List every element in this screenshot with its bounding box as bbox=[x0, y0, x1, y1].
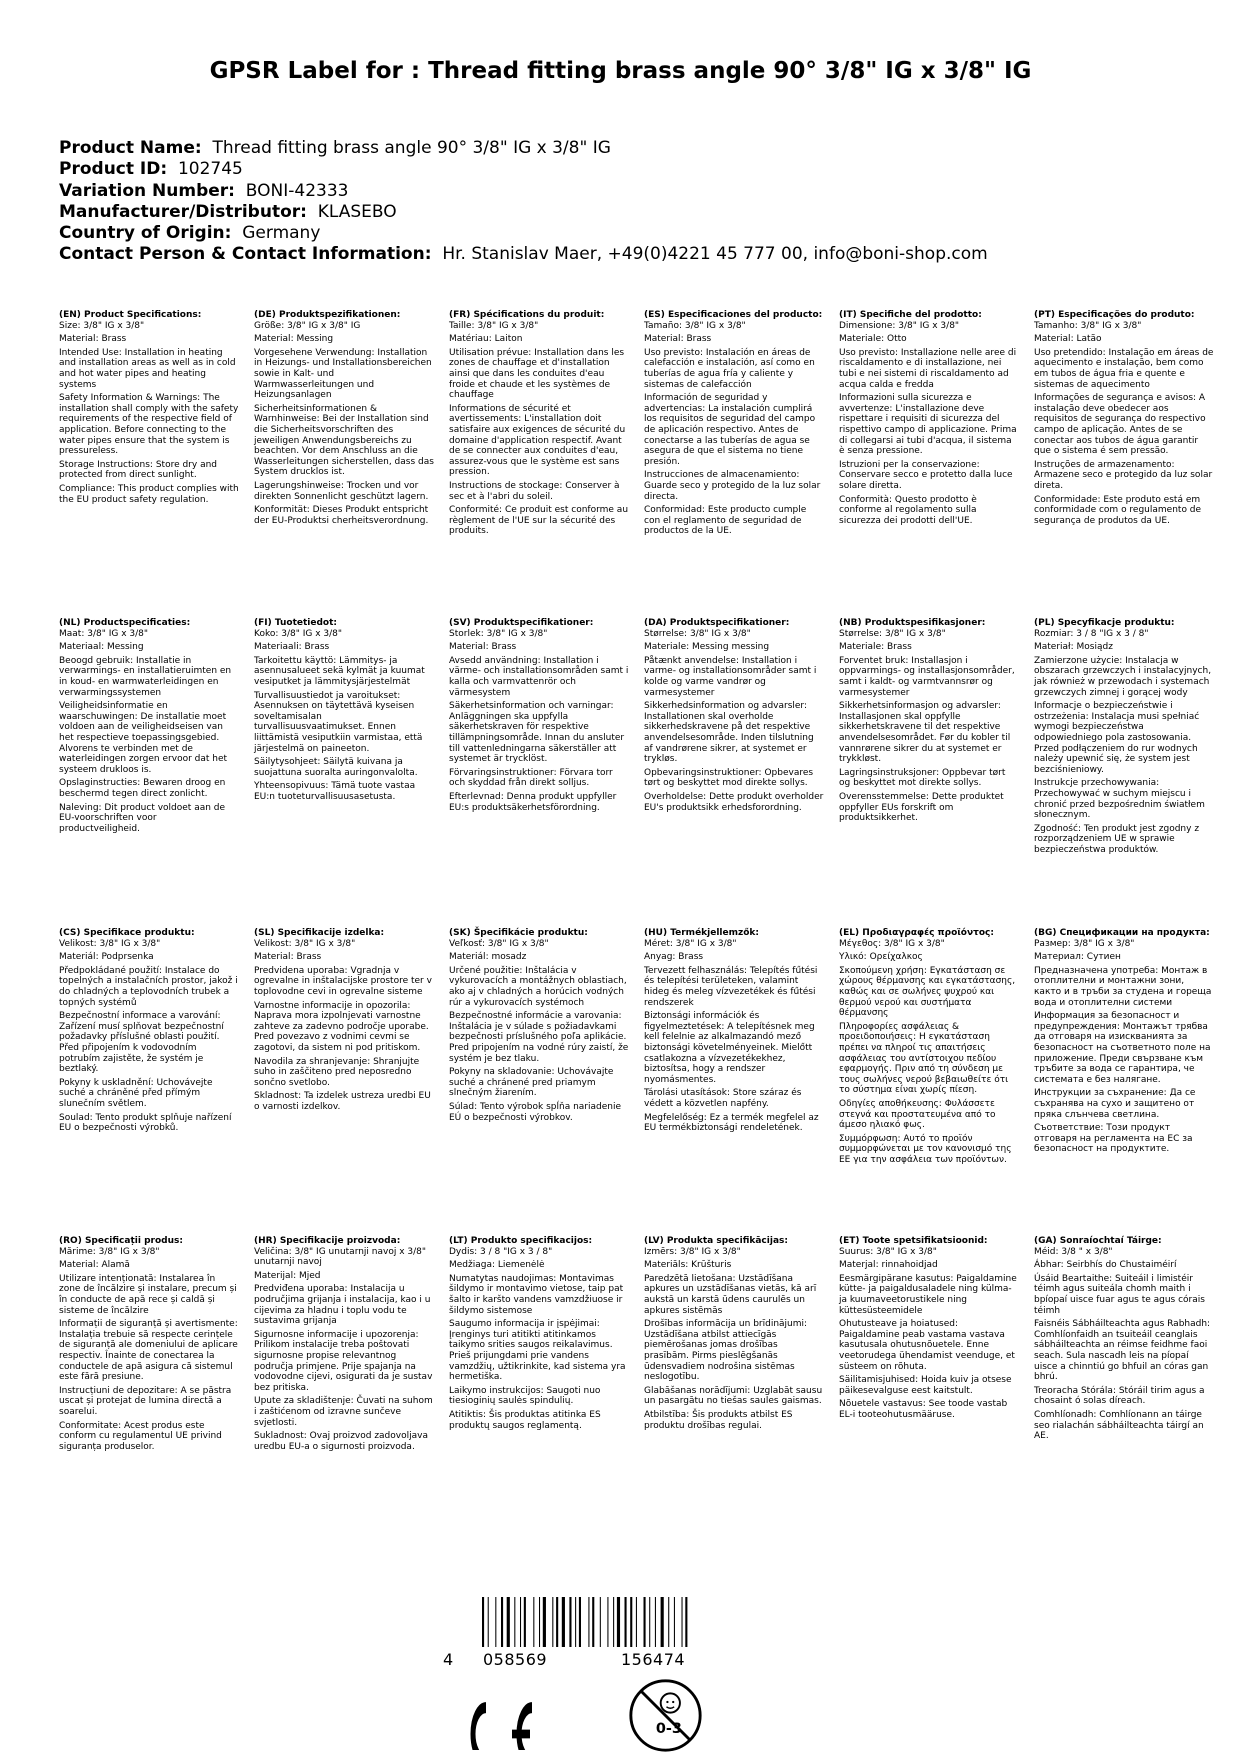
spec-heading: (CS) Specifikace produktu: bbox=[59, 928, 195, 938]
spec-heading: (RO) Specificații produs: bbox=[59, 1236, 183, 1246]
info-value: Germany bbox=[242, 223, 321, 244]
spec-line: Soulad: Tento produkt splňuje nařízení EU o bezpečnosti výrobků. bbox=[59, 1112, 232, 1134]
spec-line: Dydis: 3 / 8 "IG x 3 / 8" bbox=[449, 1246, 553, 1257]
spec-line: Material: Alamă bbox=[59, 1260, 130, 1271]
spec-line: Forventet bruk: Installasjon i oppvarmings- og installasjonsområder, samt i kaldt- og varmtvannsrør og varmesystemer bbox=[839, 655, 1015, 698]
spec-line: Material: Brass bbox=[449, 642, 517, 653]
info-row-product-id bbox=[59, 159, 988, 180]
spec-line: Určené použitie: Inštalácia v vykurovacích a montážnych oblastiach, ako aj v chladných a horúcich vodných rúr a vykurovacích systémoch bbox=[449, 965, 627, 1008]
info-label: Contact Person & Contact Information: bbox=[59, 244, 432, 265]
spec-block-hu bbox=[644, 928, 824, 1137]
spec-line: Mărime: 3/8" IG x 3/8" bbox=[59, 1246, 160, 1257]
spec-line: Velikost: 3/8" IG x 3/8" bbox=[59, 938, 161, 949]
spec-line: Materijal: Mjed bbox=[254, 1270, 321, 1281]
spec-line: Informations de sécurité et avertissements: L'installation doit satisfaire aux exigences de sécurité du domaine d'application respectif. Avant de se connecter aux conduites d'eau, assurez-vous que le système est sans pression. bbox=[449, 403, 626, 478]
spec-line: Conformidad: Este producto cumple con el reglamento de seguridad de productos de la UE. bbox=[644, 505, 807, 537]
spec-line: Predviđena uporaba: Instalacija u područjima grijanja i instalacija, kao i u cijevima za hladnu i toplu vodu te sustavima grijanja bbox=[254, 1284, 431, 1327]
spec-heading: (EL) Προδιαγραφές προϊόντος: bbox=[839, 928, 994, 938]
spec-line: Upute za skladištenje: Čuvati na suhom i zaštićenom od izravne sunčeve svjetlosti. bbox=[254, 1396, 433, 1428]
spec-line: Συμμόρφωση: Αυτό το προϊόν συμμορφώνεται με τον κανονισμό της ΕΕ για την ασφάλεια των προϊόντων. bbox=[839, 1133, 1012, 1165]
info-label: Product Name: bbox=[59, 138, 202, 158]
spec-line: Taille: 3/8" IG x 3/8" bbox=[449, 320, 539, 331]
spec-line: Größe: 3/8" IG x 3/8" IG bbox=[254, 320, 361, 331]
spec-line: Informacje o bezpieczeństwie i ostrzeżenia: Instalacja musi spełniać wymogi bezpieczeństwa odpowiedniego pola zastosowania. Przed podłączeniem do rur wodnych należy upewnić się, że system jest bezciśnieniowy. bbox=[1034, 701, 1200, 775]
spec-line: Utilizare intenționată: Instalarea în zone de încălzire și instalare, precum și în conducte de apă rece și caldă și sisteme de încălzire bbox=[59, 1273, 237, 1316]
spec-line: Lagringsinstruksjoner: Oppbevar tørt og beskyttet mot direkte sollys. bbox=[839, 767, 1006, 789]
spec-line: Biztonsági információk és figyelmeztetések: A telepítésnek meg kell felelnie az alkalmazandó mező biztonsági követelményeinek. Mielőtt csatlakozna a vízvezetékekhez, biztosítsa, hogy a rendszer nyomásmentes. bbox=[644, 1011, 815, 1085]
spec-block-ga bbox=[1034, 1236, 1214, 1445]
spec-heading: (HU) Termékjellemzők: bbox=[644, 928, 760, 938]
spec-block-el bbox=[839, 928, 1019, 1168]
spec-line: Tarkoitettu käyttö: Lämmitys- ja asennusalueet sekä kylmät ja kuumat vesiputket ja lämmitysjärjestelmät bbox=[254, 655, 425, 687]
spec-line: Uso previsto: Installazione nelle aree di riscaldamento e di installazione, nei tubi e nei sistemi di riscaldamento ad acqua calda e fredda bbox=[839, 347, 1017, 390]
spec-line: Størrelse: 3/8" IG x 3/8" bbox=[839, 628, 946, 639]
spec-block-lv bbox=[644, 1236, 824, 1434]
spec-line: Storage Instructions: Store dry and protected from direct sunlight. bbox=[59, 459, 218, 481]
spec-line: Uso previsto: Instalación en áreas de calefacción e instalación, así como en tuberías de agua fría y caliente y sistemas de calefacción bbox=[644, 347, 815, 390]
spec-line: Materiaal: Messing bbox=[59, 642, 144, 653]
ce-mark-icon bbox=[454, 1682, 539, 1750]
spec-block-it bbox=[839, 310, 1019, 529]
spec-heading: (LV) Produkta specifikācijas: bbox=[644, 1236, 788, 1246]
spec-line: Faisnéis Sábháilteachta agus Rabhadh: Comhlíonfaidh an tsuiteáil ceanglais sábháilteachta an réimse feidhme faoi seach. Sula nascadh leis na píopaí uisce a chinntiú go bhfuil an córas gan bhrú. bbox=[1034, 1319, 1211, 1383]
spec-heading: (SV) Produktspecifikationer: bbox=[449, 618, 594, 628]
spec-block-es bbox=[644, 310, 824, 540]
spec-line: Glabāšanas norādījumi: Uzglabāt sausu un pasargātu no tiešas saules gaismas. bbox=[644, 1385, 823, 1407]
spec-line: Istruzioni per la conservazione: Conservare secco e protetto dalla luce solare diretta. bbox=[839, 459, 1013, 491]
spec-block-pl bbox=[1034, 618, 1214, 858]
spec-line: Размер: 3/8" IG x 3/8" bbox=[1034, 938, 1135, 949]
spec-line: Saugumo informacija ir įspėjimai: Įrenginys turi atitikti atitinkamos taikymo srities saugos reikalavimus. Prieš prijungdami prie vandens vamzdžių, užtikrinkite, kad sistema yra hermetiška. bbox=[449, 1319, 626, 1383]
spec-line: Οδηγίες αποθήκευσης: Φυλάσσετε στεγνά και προστατευμένα από το άμεσο ηλιακό φως. bbox=[839, 1098, 996, 1131]
spec-line: Conformità: Questo prodotto è conforme al regolamento sulla sicurezza dei prodotti dell'UE. bbox=[839, 494, 977, 526]
spec-line: Konformität: Dieses Produkt entspricht der EU-Produktsi cherheitsverordnung. bbox=[254, 505, 429, 526]
spec-line: Säilytysohjeet: Säilytä kuivana ja suojattuna suoralta auringonvalolta. bbox=[254, 757, 418, 778]
spec-line: Veličina: 3/8" IG unutarnji navoj x 3/8" unutarnji navoj bbox=[254, 1246, 427, 1268]
spec-heading: (NB) Produktspesifikasjoner: bbox=[839, 618, 986, 628]
spec-line: Dimensione: 3/8" IG x 3/8" bbox=[839, 320, 960, 331]
spec-line: Laikymo instrukcijos: Saugoti nuo tiesioginių saulės spindulių. bbox=[449, 1385, 601, 1407]
info-label: Product ID: bbox=[59, 159, 168, 180]
spec-line: Rozmiar: 3 / 8 "IG x 3 / 8" bbox=[1034, 628, 1149, 639]
spec-heading: (LT) Produkto specifikacijos: bbox=[449, 1236, 593, 1246]
spec-line: Size: 3/8" IG x 3/8" bbox=[59, 320, 145, 331]
spec-line: Veľkosť: 3/8" IG x 3/8" bbox=[449, 938, 549, 949]
spec-line: Zamierzone użycie: Instalacja w obszarach grzewczych i instalacyjnych, jak również w przewodach i systemach grzewczych zimnej i gorącej wody bbox=[1034, 655, 1212, 698]
spec-line: Instrucciones de almacenamiento: Guarde seco y protegido de la luz solar directa. bbox=[644, 470, 821, 502]
spec-line: Informații de siguranță și avertismente: Instalația trebuie să respecte cerințele de siguranță ale domeniului de aplicare respectiv. Înainte de conectarea la conductele de apă asigura că sistemul este fără presiune. bbox=[59, 1319, 238, 1383]
spec-line: Intended Use: Installation in heating and installation areas as well as in cold and hot water pipes and heating systems bbox=[59, 347, 236, 390]
spec-line: Materiaali: Brass bbox=[254, 642, 330, 653]
spec-block-de bbox=[254, 310, 434, 529]
spec-line: Conformidade: Este produto está em conformidade com o regulamento de segurança de produtos da UE. bbox=[1034, 494, 1202, 526]
spec-heading: (PT) Especificações do produto: bbox=[1034, 310, 1195, 320]
barcode-digits-mid: 058569 bbox=[483, 1650, 548, 1669]
spec-line: Säkerhetsinformation och varningar: Anläggningen ska uppfylla säkerhetskraven för respektive tillämpningsområde. Innan du ansluter till vattenledningarna säkerställer att systemet är trycklöst. bbox=[449, 701, 625, 765]
spec-block-hr bbox=[254, 1236, 434, 1455]
spec-line: Suurus: 3/8" IG x 3/8" bbox=[839, 1246, 937, 1257]
info-label: Variation Number: bbox=[59, 180, 235, 201]
spec-line: Sigurnosne informacije i upozorenja: Prilikom instalacije treba poštovati sigurnosne propise relevantnog područja primjene. Prije spajanja na vodovodne cijevi, osigurati da je sustav bez pritiska. bbox=[254, 1329, 433, 1393]
spec-line: Anyag: Brass bbox=[644, 952, 704, 963]
spec-line: Předpokládané použití: Instalace do topelných a instalačních prostor, jakož i do chladných a teplovodních trubek a topných systémů bbox=[59, 965, 238, 1008]
spec-block-sk bbox=[449, 928, 629, 1126]
spec-line: Atbilstība: Šis produkts atbilst ES produktu drošības regulai. bbox=[644, 1409, 793, 1431]
spec-line: Overholdelse: Dette produkt overholder EU's produktsikk erhedsforordning. bbox=[644, 791, 824, 813]
spec-block-fi bbox=[254, 618, 434, 806]
barcode bbox=[480, 1597, 746, 1647]
spec-heading: (ES) Especificaciones del producto: bbox=[644, 310, 823, 320]
spec-line: Materiał: Mosiądz bbox=[1034, 642, 1113, 653]
spec-line: Pokyny na skladovanie: Uchovávajte suché a chránené pred priamym slnečným žiarením. bbox=[449, 1067, 614, 1099]
spec-line: Conformitate: Acest produs este conform cu regulamentul UE privind siguranța produselor. bbox=[59, 1420, 222, 1452]
spec-line: Turvallisuustiedot ja varoitukset: Asennuksen on täytettävä kyseisen soveltamisalan turvallisuusvaatimukset. Ennen liittämistä vesiputkiin varmistaa, että järjestelmä on paineeton. bbox=[254, 690, 423, 754]
spec-line: Instrukcje przechowywania: Przechowywać w suchym miejscu i chronić przed bezpośrednim światłem słonecznym. bbox=[1034, 778, 1205, 821]
info-label: Manufacturer/Distributor: bbox=[59, 201, 307, 222]
spec-line: Materiāls: Krūšturis bbox=[644, 1260, 732, 1271]
spec-line: Numatytas naudojimas: Montavimas šildymo ir montavimo vietose, taip pat šalto ir karšto vandens vamzdžiuose ir šildymo sistemose bbox=[449, 1273, 624, 1316]
spec-line: Navodila za shranjevanje: Shranjujte suho in zaščiteno pred neposredno sončno svetlobo. bbox=[254, 1056, 420, 1088]
spec-line: Súlad: Tento výrobok spĺňa nariadenie EÚ o bezpečnosti výrobkov. bbox=[449, 1101, 622, 1123]
spec-line: Matériau: Laiton bbox=[449, 334, 523, 345]
spec-line: Treoracha Stórála: Stóráil tirim agus a chosaint ó solas díreach. bbox=[1034, 1385, 1205, 1407]
spec-line: Σκοπούμενη χρήση: Εγκατάσταση σε χώρους θέρμανσης και εγκατάστασης, καθώς και σε σωλήνες ψυχρού και θερμού νερού και συστήματα θέρμανσης bbox=[839, 965, 1016, 1019]
info-value: 102745 bbox=[177, 159, 243, 180]
spec-line: Tamanho: 3/8" IG x 3/8" bbox=[1034, 320, 1142, 331]
spec-line: Tamaño: 3/8" IG x 3/8" bbox=[644, 320, 746, 331]
spec-line: Eesmärgipärane kasutus: Paigaldamine kütte- ja paigaldusaladele ning külma- ja kuumaveetorustikele ning küttesüsteemidele bbox=[839, 1273, 1017, 1316]
spec-line: Naleving: Dit product voldoet aan de EU-voorschriften voor productveiligheid. bbox=[59, 802, 226, 834]
spec-heading: (GA) Sonraíochtaí Táirge: bbox=[1034, 1236, 1162, 1246]
spec-block-nl bbox=[59, 618, 239, 837]
spec-line: Paredzētā lietošana: Uzstādīšana apkures un uzstādīšanas vietās, kā arī aukstā un karstā ūdens caurulēs un apkures sistēmās bbox=[644, 1273, 817, 1316]
spec-heading: (HR) Specifikacije proizvoda: bbox=[254, 1236, 401, 1246]
spec-line: Μέγεθος: 3/8" IG x 3/8" bbox=[839, 938, 945, 949]
spec-heading: (NL) Productspecificaties: bbox=[59, 618, 191, 628]
info-row-variation-number bbox=[59, 181, 988, 202]
spec-line: Tervezett felhasználás: Telepítés fűtési és telepítési területeken, valamint hideg és meleg vízvezetékek és fűtési rendszerek bbox=[644, 965, 818, 1008]
spec-block-fr bbox=[449, 310, 629, 540]
spec-line: Megfelelőség: Ez a termék megfelel az EU termékbiztonsági rendeletének. bbox=[644, 1112, 819, 1134]
spec-line: Pokyny k uskladnění: Uchovávejte suché a chráněné před přímým slunečním světlem. bbox=[59, 1077, 213, 1109]
spec-line: Materjal: rinnahoidjad bbox=[839, 1260, 938, 1271]
spec-block-lt bbox=[449, 1236, 629, 1434]
info-value: Thread fitting brass angle 90° 3/8" IG x 3/8" IG bbox=[212, 138, 611, 158]
spec-block-nb bbox=[839, 618, 1019, 827]
spec-block-pt bbox=[1034, 310, 1214, 529]
spec-heading: (SK) Špecifikácie produktu: bbox=[449, 928, 588, 938]
spec-heading: (SL) Specifikacije izdelka: bbox=[254, 928, 385, 938]
page-title: GPSR Label for : Thread fitting brass angle 90° 3/8" IG x 3/8" IG bbox=[209, 58, 1032, 84]
spec-line: Sukladnost: Ovaj proizvod zadovoljava uredbu EU-a o sigurnosti proizvoda. bbox=[254, 1431, 428, 1452]
spec-line: Съответствие: Този продукт отговаря на регламента на ЕС за безопасност на продуктите. bbox=[1034, 1123, 1193, 1155]
spec-heading: (DE) Produktspezifikationen: bbox=[254, 310, 401, 320]
spec-line: Nõuetele vastavus: See toode vastab EL-i tooteohutusmääruse. bbox=[839, 1399, 1008, 1420]
spec-line: Predvidena uporaba: Vgradnja v ogrevalne in inštalacijske prostore ter v toplovodne cevi in ogrevalne sisteme bbox=[254, 965, 432, 997]
spec-line: Compliance: This product complies with the EU product safety regulation. bbox=[59, 483, 239, 505]
spec-line: Инструкции за съхранение: Да се съхранява на сухо и защитено от пряка слънчева светлина. bbox=[1034, 1088, 1196, 1120]
spec-block-et bbox=[839, 1236, 1019, 1424]
spec-line: Avsedd användning: Installation i värme- och installationsområden samt i kalla och varmvattenrör och värmesystem bbox=[449, 655, 629, 698]
spec-heading: (IT) Specifiche del prodotto: bbox=[839, 310, 982, 320]
spec-line: Förvaringsinstruktioner: Förvara torr och skyddad från direkt solljus. bbox=[449, 767, 613, 789]
spec-line: Material: Messing bbox=[254, 334, 334, 345]
spec-block-ro bbox=[59, 1236, 239, 1455]
spec-line: Méid: 3/8 " x 3/8" bbox=[1034, 1246, 1113, 1257]
barcode-digit-left: 4 bbox=[443, 1650, 454, 1669]
spec-line: Skladnost: Ta izdelek ustreza uredbi EU o varnosti izdelkov. bbox=[254, 1091, 431, 1112]
spec-line: Sikkerhetsinformasjon og advarsler: Installasjonen skal oppfylle sikkerhetskravene til det respektive anvendelsesområdet. Før du kobler til vannrørene sikrer du at systemet er trykkløst. bbox=[839, 701, 1011, 765]
spec-line: Material: Brass bbox=[644, 334, 712, 345]
spec-line: Sikkerhedsinformation og advarsler: Installationen skal overholde sikkerhedskravene på det respektive anvendelsesområde. Inden tilslutning af vandrørene sikrer, at systemet er trykløs. bbox=[644, 701, 814, 765]
spec-line: Lagerungshinweise: Trocken und vor direkten Sonnenlicht geschützt lagern. bbox=[254, 480, 429, 502]
spec-line: Tárolási utasítások: Store száraz és védett a közvetlen napfény. bbox=[644, 1088, 802, 1109]
spec-line: Safety Information & Warnings: The installation shall comply with the safety requirements of the respective field of application. Before connecting to the water pipes ensure that the system is pressureless. bbox=[59, 393, 239, 457]
spec-line: Πληροφορίες ασφάλειας & προειδοποιήσεις: Η εγκατάσταση πρέπει να πληροί τις απαιτήσεις ασφάλειας του αντίστοιχου πεδίου εφαρμογής. Πριν από τη σύνδεση με τους σωλήνες νερού βεβαιωθείτε ότι το σύστημα είναι χωρίς πίεση. bbox=[839, 1021, 1009, 1096]
svg-text:0-3: 0-3 bbox=[655, 1720, 682, 1737]
spec-block-da bbox=[644, 618, 824, 816]
not-for-children-0-3-icon bbox=[627, 1677, 704, 1754]
spec-line: Informações de segurança e avisos: A instalação deve obedecer aos requisitos de segurança do respectivo campo de aplicação. Antes de se conectar aos tubos de água garantir que o sistema é sem pressão. bbox=[1034, 393, 1206, 457]
spec-line: Úsáid Beartaithe: Suiteáil i limistéir téimh agus suiteála chomh maith i bpíopaí uisce fuar agus te agus córais téimh bbox=[1034, 1273, 1205, 1316]
spec-line: Instrucțiuni de depozitare: A se păstra uscat și protejat de lumina directă a soarelui. bbox=[59, 1385, 232, 1417]
spec-heading: (PL) Specyfikacje produktu: bbox=[1034, 618, 1175, 628]
spec-block-bg bbox=[1034, 928, 1214, 1158]
spec-heading: (DA) Produktspecifikationer: bbox=[644, 618, 790, 628]
spec-line: Velikost: 3/8" IG x 3/8" bbox=[254, 938, 356, 949]
spec-line: Beoogd gebruik: Installatie in verwarmings- en installatieruimten en in koud- en warmwaterleidingen en verwarmingssystemen bbox=[59, 655, 232, 698]
spec-heading: (FR) Spécifications du produit: bbox=[449, 310, 605, 320]
spec-block-cs bbox=[59, 928, 239, 1137]
spec-line: Materiale: Otto bbox=[839, 334, 907, 345]
spec-line: Opslaginstructies: Bewaren droog en beschermd tegen direct zonlicht. bbox=[59, 778, 226, 799]
spec-line: Material: Latão bbox=[1034, 334, 1102, 345]
spec-line: Bezpečnostní informace a varování: Zařízení musí splňovat bezpečnostní požadavky příslušné oblasti použití. Před připojením k vodovodním potrubím zajistěte, že systém je beztlaký. bbox=[59, 1011, 224, 1075]
info-row-product-name bbox=[59, 138, 988, 159]
info-row-country-of-origin bbox=[59, 223, 988, 244]
spec-line: Veiligheidsinformatie en waarschuwingen: De installatie moet voldoen aan de veiligheidseisen van het respectieve toepassingsgebied. Alvorens te verbinden met de waterleidingen zorgen ervoor dat het systeem drukloos is. bbox=[59, 701, 228, 775]
barcode-digits-right: 156474 bbox=[621, 1650, 686, 1669]
spec-line: Предназначена употреба: Монтаж в отоплителни и монтажни зони, както и в тръби за студена и гореща вода и отоплителни системи bbox=[1034, 965, 1212, 1008]
spec-line: Instructions de stockage: Conserver à sec et à l'abri du soleil. bbox=[449, 480, 620, 502]
spec-line: Storlek: 3/8" IG x 3/8" bbox=[449, 628, 548, 639]
spec-line: Påtænkt anvendelse: Installation i varme- og installationsområder samt i kolde og varme vandrør og varmesystemer bbox=[644, 655, 817, 698]
spec-line: Opbevaringsinstruktioner: Opbevares tørt og beskyttet mod direkte sollys. bbox=[644, 767, 814, 789]
info-label: Country of Origin: bbox=[59, 223, 232, 244]
info-row-manufacturer bbox=[59, 202, 988, 223]
spec-line: Yhteensopivuus: Tämä tuote vastaa EU:n tuoteturvallisuusasetusta. bbox=[254, 781, 416, 802]
spec-line: Sicherheitsinformationen & Warnhinweise: Bei der Installation sind die Sicherheitsvorschriften des jeweiligen Anwendungsbereichs zu beachten. Vor dem Anschluss an die Wasserleitungen sicherstellen, dass das System drucklos ist. bbox=[254, 403, 434, 478]
spec-heading: (FI) Tuotetiedot: bbox=[254, 618, 338, 628]
spec-line: Материал: Сутиен bbox=[1034, 952, 1121, 963]
spec-heading: (ET) Toote spetsifikatsioonid: bbox=[839, 1236, 988, 1246]
spec-line: Overensstemmelse: Dette produktet oppfyller EUs forskrift om produktsikkerhet. bbox=[839, 791, 1004, 824]
spec-line: Atitiktis: Šis produktas atitinka ES produktų saugos reglamentą. bbox=[449, 1409, 601, 1431]
spec-line: Efterlevnad: Denna produkt uppfyller EU:s produktsäkerhetsförordning. bbox=[449, 791, 617, 813]
spec-line: Izmērs: 3/8" IG x 3/8" bbox=[644, 1246, 741, 1257]
spec-line: Säilitamisjuhised: Hoida kuiv ja otsese päikesevalguse eest kaitstult. bbox=[839, 1375, 1012, 1396]
info-value: BONI-42333 bbox=[245, 180, 349, 201]
spec-heading: (EN) Product Specifications: bbox=[59, 310, 202, 320]
spec-line: Varnostne informacije in opozorila: Naprava mora izpolnjevati varnostne zahteve za zadevno področje uporabe. Pred povezavo z vodnimi cevmi se zagotovi, da sistem ni pod pritiskom. bbox=[254, 1000, 429, 1053]
spec-line: Materiale: Brass bbox=[839, 642, 912, 653]
product-info bbox=[59, 138, 988, 266]
info-value: Hr. Stanislav Maer, +49(0)4221 45 777 00, info@boni-shop.com bbox=[442, 244, 988, 265]
spec-line: Información de seguridad y advertencias: La instalación cumplirá los requisitos de seguridad del campo de aplicación respectivo. Antes de conectarse a las tuberías de agua se asegura de que el sistema no tiene presión. bbox=[644, 393, 816, 467]
info-value: KLASEBO bbox=[317, 201, 397, 222]
spec-line: Vorgesehene Verwendung: Installation in Heizungs- und Installationsbereichen sowie in Kalt- und Warmwasserleitungen und Heizungsanlagen bbox=[254, 347, 432, 401]
spec-line: Informazioni sulla sicurezza e avvertenze: L'installazione deve rispettare i requisiti di sicurezza del rispettivo campo di applicazione. Prima di collegarsi ai tubi d'acqua, il sistema è senza pressione. bbox=[839, 393, 1017, 457]
spec-line: Material: Brass bbox=[254, 952, 322, 963]
spec-block-sl bbox=[254, 928, 434, 1116]
spec-line: Comhlíonadh: Comhlíonann an táirge seo rialachán sábháilteachta táirgí an AE. bbox=[1034, 1409, 1204, 1442]
spec-block-sv bbox=[449, 618, 629, 816]
spec-line: Информация за безопасност и предупреждения: Монтажът трябва да отговаря на изискванията за безопасност на съответното поле на приложение. Преди свързване към тръбите за вода се гарантира, че системата е без налягане. bbox=[1034, 1011, 1211, 1085]
spec-line: Maat: 3/8" IG x 3/8" bbox=[59, 628, 149, 639]
spec-line: Méret: 3/8" IG x 3/8" bbox=[644, 938, 737, 949]
spec-line: Materiál: Podprsenka bbox=[59, 952, 154, 963]
spec-line: Utilisation prévue: Installation dans les zones de chauffage et d'installation ainsi que dans les conduites d'eau froide et chaude et les systèmes de chauffage bbox=[449, 347, 625, 401]
spec-line: Zgodność: Ten produkt jest zgodny z rozporządzeniem UE w sprawie bezpieczeństwa produktów. bbox=[1034, 823, 1200, 855]
spec-line: Materiale: Messing messing bbox=[644, 642, 770, 653]
spec-line: Material: Brass bbox=[59, 334, 127, 345]
spec-line: Størrelse: 3/8" IG x 3/8" bbox=[644, 628, 751, 639]
spec-line: Conformité: Ce produit est conforme au règlement de l'UE sur la sécurité des produits. bbox=[449, 505, 629, 537]
spec-block-en bbox=[59, 310, 239, 508]
spec-line: Uso pretendido: Instalação em áreas de aquecimento e instalação, bem como em tubos de água fria e quente e sistemas de aquecimento bbox=[1034, 347, 1214, 390]
spec-line: Ábhar: Seirbhís do Chustaiméirí bbox=[1034, 1260, 1177, 1271]
spec-line: Ohutusteave ja hoiatused: Paigaldamine peab vastama vastava kasutusala ohutusnõuetele. Enne veetorudega ühendamist veenduge, et süsteem on rõhuta. bbox=[839, 1319, 1015, 1372]
spec-line: Instruções de armazenamento: Armazene seco e protegido da luz solar direta. bbox=[1034, 459, 1213, 491]
info-row-contact bbox=[59, 244, 988, 265]
spec-line: Materiál: mosadz bbox=[449, 952, 527, 963]
spec-line: Drošības informācija un brīdinājumi: Uzstādīšana atbilst attiecīgās piemērošanas jomas drošības prasībām. Pirms pieslēgšanās ūdensvadiem nodrošina sistēmas neslogotību. bbox=[644, 1319, 808, 1383]
spec-line: Υλικό: Ορείχαλκος bbox=[839, 952, 923, 963]
spec-line: Bezpečnostné informácie a varovania: Inštalácia je v súlade s požiadavkami bezpečnosti príslušného poľa aplikácie. Pred pripojením na vodné rúry zaistí, že systém je bez tlaku. bbox=[449, 1011, 629, 1064]
spec-line: Koko: 3/8" IG x 3/8" bbox=[254, 628, 343, 639]
spec-line: Medžiaga: Liemenėlė bbox=[449, 1260, 545, 1271]
spec-heading: (BG) Спецификации на продукта: bbox=[1034, 928, 1210, 938]
